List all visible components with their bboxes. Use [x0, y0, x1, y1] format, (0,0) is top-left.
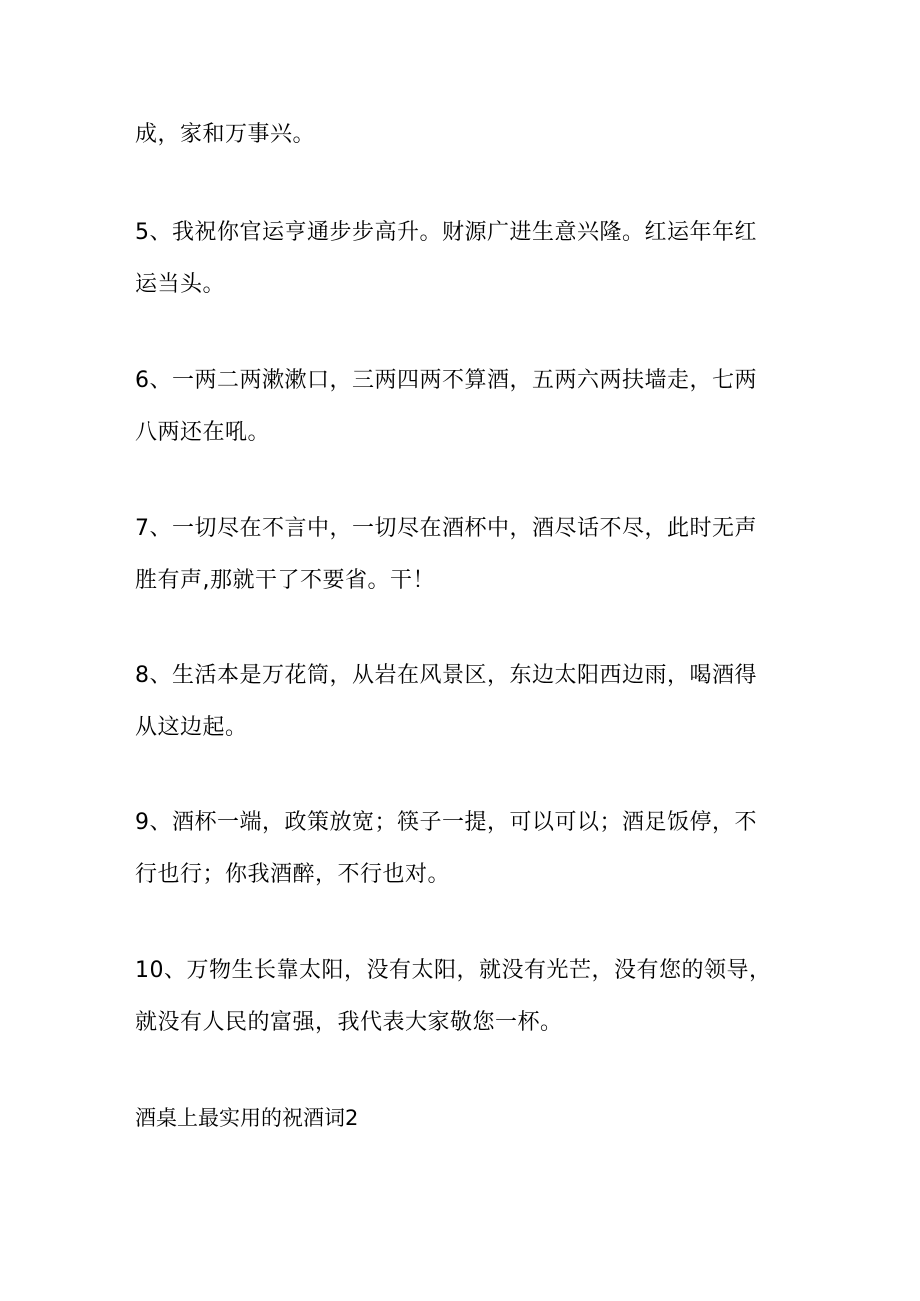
paragraph-continuation-line: 成，家和万事兴。 — [135, 122, 316, 147]
paragraph-10-line-2: 就没有人民的富强，我代表大家敬您一杯。 — [135, 1010, 563, 1035]
paragraph-10-line-1: 10、万物生长靠太阳，没有太阳，就没有光芒，没有您的领导， — [135, 958, 772, 983]
paragraph-9-line-1: 9、酒杯一端，政策放宽；筷子一提，可以可以；酒足饭停，不 — [135, 810, 757, 835]
paragraph-5-line-1: 5、我祝你官运亨通步步高升。财源广进生意兴隆。红运年年红 — [135, 220, 757, 245]
paragraph-6-line-2: 八两还在吼。 — [135, 420, 271, 445]
paragraph-8-line-2: 从这边起。 — [135, 715, 248, 740]
paragraph-6-line-1: 6、一两二两漱漱口，三两四两不算酒，五两六两扶墙走，七两 — [135, 368, 757, 393]
paragraph-5-line-2: 运当头。 — [135, 272, 226, 297]
paragraph-8-line-1: 8、生活本是万花筒，从岩在风景区，东边太阳西边雨，喝酒得 — [135, 663, 757, 688]
paragraph-7-line-1: 7、一切尽在不言中，一切尽在酒杯中，酒尽话不尽，此时无声 — [135, 516, 757, 541]
section-heading: 酒桌上最实用的祝酒词2 — [135, 1106, 359, 1130]
paragraph-9-line-2: 行也行；你我酒醉，不行也对。 — [135, 862, 451, 887]
paragraph-7-line-2: 胜有声,那就干了不要省。干！ — [135, 568, 435, 593]
